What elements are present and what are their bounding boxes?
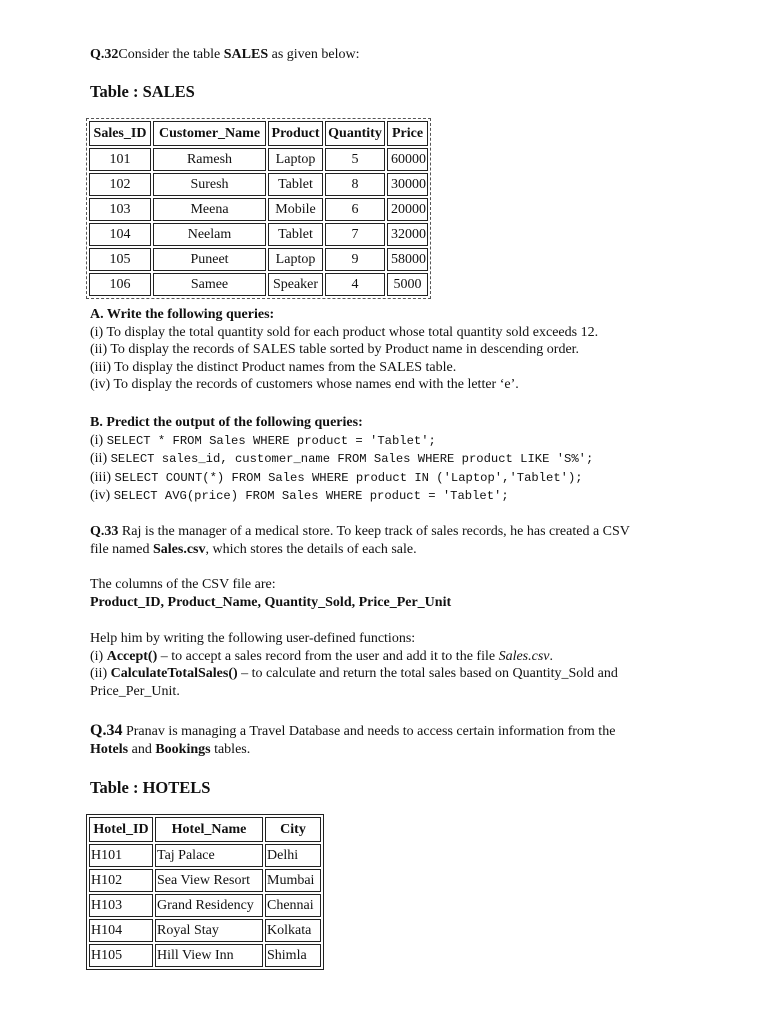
sql-code: SELECT AVG(price) FROM Sales WHERE product = 'Tablet';	[113, 489, 509, 503]
table-row	[89, 944, 321, 967]
part-a-title	[90, 306, 598, 324]
cell: Ramesh	[153, 148, 266, 171]
cell: Samee	[153, 273, 266, 296]
cell: H105	[89, 944, 153, 967]
q33-para-line2	[90, 541, 630, 559]
part-a-item: (i) To display the total quantity sold for each product whose total quantity sold exceeds 12.	[90, 324, 599, 340]
sales-table	[86, 118, 431, 299]
part-a-item: (iii) To display the distinct Product names from the SALES table.	[90, 359, 457, 375]
table-row	[89, 173, 428, 196]
q33-text: file named	[90, 541, 153, 557]
cell: 30000	[387, 173, 428, 196]
cell: Neelam	[153, 223, 266, 246]
cell: Kolkata	[265, 919, 321, 942]
table-row	[89, 148, 428, 171]
table-row	[89, 894, 321, 917]
q33-filename: Sales.csv	[152, 541, 206, 557]
cell: Meena	[153, 198, 266, 221]
q34-number: Q.34	[90, 722, 123, 739]
hotels-table-header	[89, 817, 321, 842]
cell: Mobile	[268, 198, 323, 221]
q33-number: Q.33	[90, 524, 119, 539]
item-label: (iii)	[90, 469, 115, 485]
part-b-title-text: B. Predict the output of the following queries:	[90, 415, 363, 430]
cell: 102	[89, 173, 151, 196]
cell: 60000	[387, 148, 428, 171]
cell: 20000	[387, 198, 428, 221]
part-b-title	[90, 414, 593, 432]
col-hotel-id: Hotel_ID	[89, 817, 153, 842]
q34-text: and	[128, 741, 156, 757]
cell: 5000	[387, 273, 428, 296]
q33-functions	[90, 630, 618, 700]
q33-para-line1	[90, 523, 630, 541]
hotels-table-title: Table : HOTELS	[90, 778, 211, 797]
part-a	[90, 306, 598, 394]
cell: 58000	[387, 248, 428, 271]
sql-code: SELECT * FROM Sales WHERE product = 'Tablet';	[106, 433, 436, 448]
cell: 32000	[387, 223, 428, 246]
cell: Tablet	[268, 173, 323, 196]
q33-help: Help him by writing the following user-defined functions:	[90, 631, 416, 646]
sql-code: SELECT sales_id, customer_name FROM Sales WHERE product LIKE 'S%';	[110, 452, 594, 466]
hotels-table	[86, 814, 324, 970]
part-b-item	[90, 450, 593, 469]
col-price: Price	[387, 121, 428, 146]
func-end: .	[549, 648, 553, 664]
q33-cols-list	[90, 594, 451, 612]
cell: 106	[89, 273, 151, 296]
cell: 7	[325, 223, 385, 246]
cell: 104	[89, 223, 151, 246]
cell: 4	[325, 273, 385, 296]
cell: 103	[89, 198, 151, 221]
cell: 6	[325, 198, 385, 221]
cell: Delhi	[265, 844, 321, 867]
cell: Shimla	[265, 944, 321, 967]
table-row	[89, 919, 321, 942]
col-hotel-name: Hotel_Name	[155, 817, 263, 842]
q33-func-2-cont: Price_Per_Unit.	[90, 683, 180, 699]
col-city: City	[265, 817, 321, 842]
cell: 8	[325, 173, 385, 196]
cell: H104	[89, 919, 153, 942]
cell: Puneet	[153, 248, 266, 271]
cell: H102	[89, 869, 153, 892]
item-label: (i)	[90, 432, 107, 448]
table-row	[89, 273, 428, 296]
q32-intro-text: Consider the table	[118, 47, 224, 62]
func-desc: – to calculate and return the total sales based on Quantity_Sold and	[237, 666, 618, 681]
table-row	[89, 223, 428, 246]
col-product: Product	[268, 121, 323, 146]
table-row	[89, 869, 321, 892]
cell: Taj Palace	[155, 844, 263, 867]
cell: Hill View Inn	[155, 944, 263, 967]
cell: 101	[89, 148, 151, 171]
part-a-item: (ii) To display the records of SALES table sorted by Product name in descending order.	[90, 342, 580, 357]
q33-func-2	[90, 665, 618, 683]
func-file: Sales.csv	[498, 648, 550, 664]
cell: Chennai	[265, 894, 321, 917]
cell: Royal Stay	[155, 919, 263, 942]
q34-table-2: Bookings	[155, 741, 211, 757]
part-b-item	[90, 487, 593, 506]
cell: Suresh	[153, 173, 266, 196]
cell: H101	[89, 844, 153, 867]
col-quantity: Quantity	[325, 121, 385, 146]
col-sales-id: Sales_ID	[89, 121, 151, 146]
part-b-item	[90, 432, 593, 451]
cell: 9	[325, 248, 385, 271]
item-label: (iv)	[90, 488, 114, 503]
cell: Laptop	[268, 248, 323, 271]
cell: Speaker	[268, 273, 323, 296]
q32-intro	[90, 46, 360, 64]
item-label: (ii)	[90, 451, 111, 466]
sales-table-title: Table : SALES	[90, 82, 195, 101]
q33-text: , which stores the details of each sale.	[205, 541, 417, 557]
cell: Tablet	[268, 223, 323, 246]
q33-columns	[90, 576, 451, 611]
table-row	[89, 844, 321, 867]
sql-code: SELECT COUNT(*) FROM Sales WHERE product IN ('Laptop','Tablet');	[114, 470, 583, 485]
func-name: CalculateTotalSales()	[110, 666, 238, 681]
q33-text: Raj is the manager of a medical store. To keep track of sales records, he has created a CSV	[118, 524, 630, 539]
q33-cols-intro: The columns of the CSV file are:	[90, 577, 276, 592]
q32-table-name: SALES	[223, 47, 269, 62]
cell: 5	[325, 148, 385, 171]
table-row	[89, 248, 428, 271]
part-b	[90, 414, 593, 506]
cell: H103	[89, 894, 153, 917]
cell: Mumbai	[265, 869, 321, 892]
q34-text: tables.	[210, 741, 251, 757]
q33-func-1	[90, 648, 618, 666]
sales-table-header	[89, 121, 428, 146]
q33-cols-text: Product_ID, Product_Name, Quantity_Sold, Price_Per_Unit	[90, 594, 452, 610]
q34-para-line1	[90, 722, 615, 741]
part-a-title-text: A. Write the following queries:	[90, 307, 275, 322]
func-desc: – to accept a sales record from the user and add it to the file	[157, 648, 499, 664]
cell: Laptop	[268, 148, 323, 171]
part-b-item	[90, 469, 593, 488]
cell: 105	[89, 248, 151, 271]
item-label: (ii)	[90, 666, 111, 681]
q34	[90, 722, 615, 758]
q32-number: Q.32	[90, 47, 119, 62]
item-label: (i)	[90, 648, 107, 664]
cell: Grand Residency	[155, 894, 263, 917]
part-a-item: (iv) To display the records of customers whose names end with the letter ‘e’.	[90, 377, 519, 392]
cell: Sea View Resort	[155, 869, 263, 892]
q34-text: Pranav is managing a Travel Database and needs to access certain information from the	[122, 724, 616, 739]
table-row	[89, 198, 428, 221]
col-customer-name: Customer_Name	[153, 121, 266, 146]
q34-table-1: Hotels	[90, 741, 129, 757]
func-name: Accept()	[106, 648, 158, 664]
q33	[90, 523, 630, 558]
q34-para-line2	[90, 741, 615, 759]
q32-intro-text-end: as given below:	[268, 47, 360, 62]
